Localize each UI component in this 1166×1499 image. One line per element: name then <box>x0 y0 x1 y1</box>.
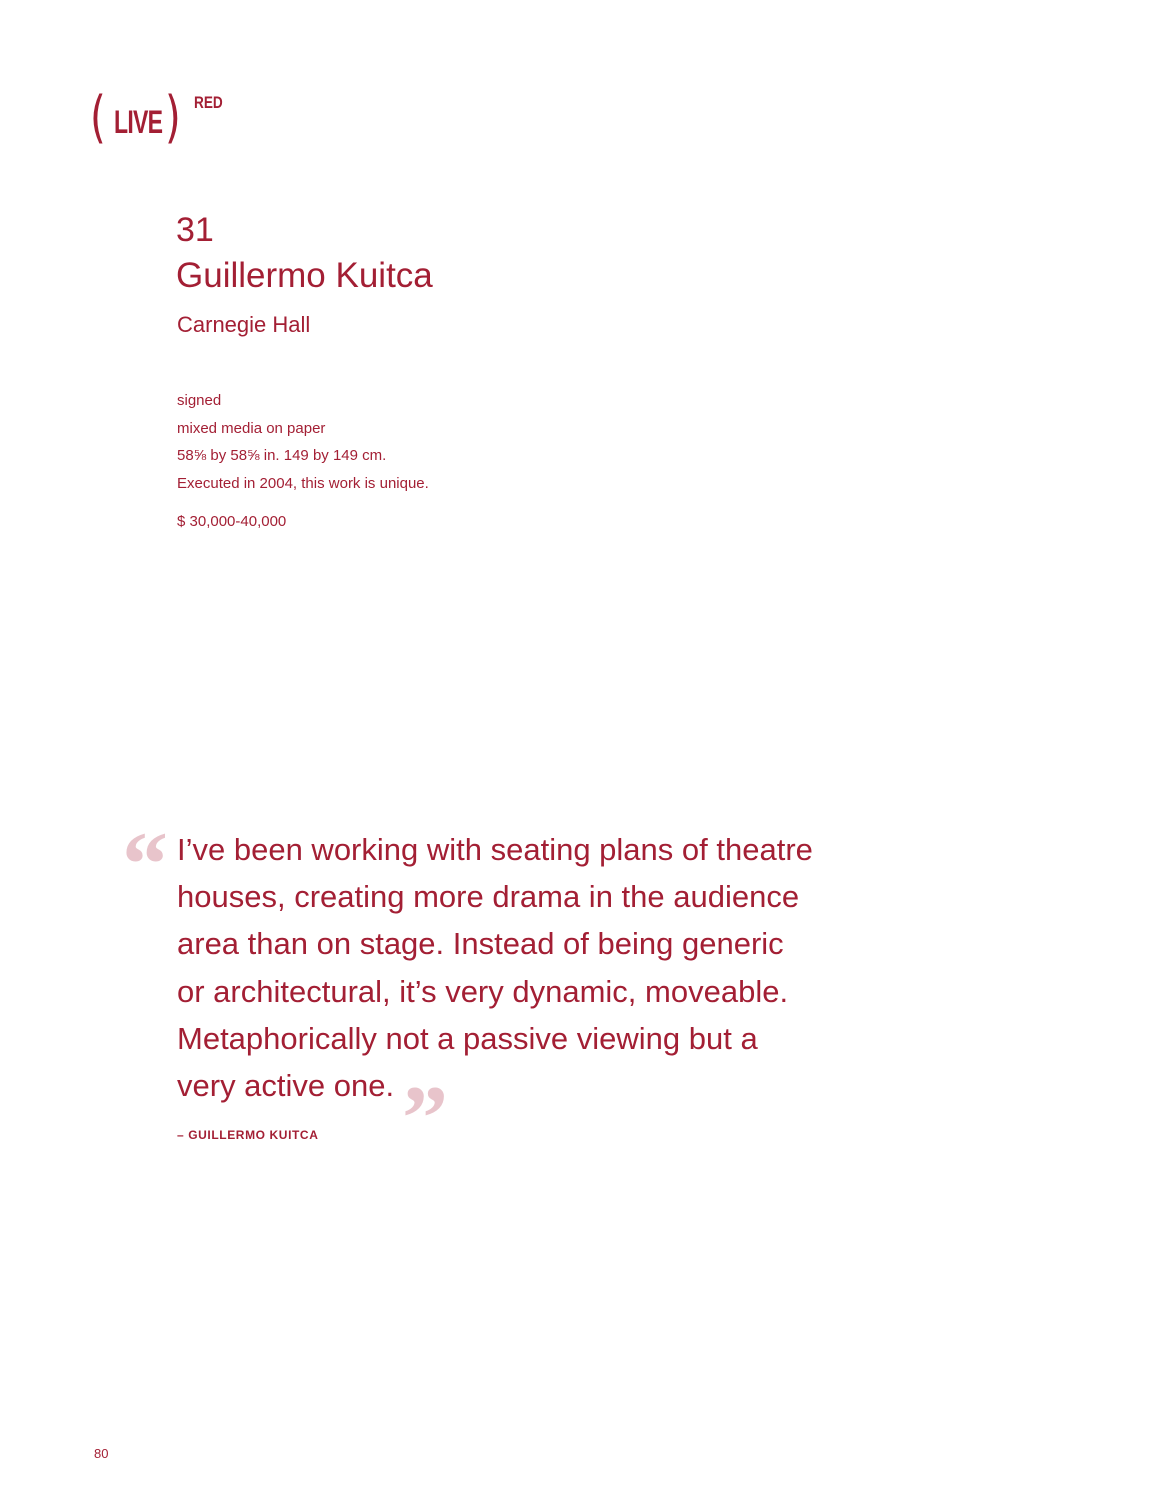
estimate: $ 30,000-40,000 <box>177 513 287 530</box>
page-number: 80 <box>94 1446 109 1461</box>
detail-medium: mixed media on paper <box>177 419 326 437</box>
quote-line: I’ve been working with seating plans of theatre <box>177 832 813 867</box>
artist-name: Guillermo Kuitca <box>176 256 433 295</box>
quote-line: very active one. <box>177 1068 395 1104</box>
quote-attribution: – GUILLERMO KUITCA <box>177 1128 319 1142</box>
artist-quote <box>177 826 857 1109</box>
logo-superscript: RED <box>194 93 223 112</box>
open-quote-mark: “ <box>122 813 168 915</box>
detail-execution: Executed in 2004, this work is unique. <box>177 474 429 492</box>
logo-open-paren: ( <box>90 85 106 150</box>
close-quote-mark: ” <box>402 1067 448 1169</box>
quote-line: houses, creating more drama in the audience <box>177 879 800 915</box>
detail-dimensions: 58⅝ by 58⅝ in. 149 by 149 cm. <box>177 447 387 464</box>
artwork-title: Carnegie Hall <box>177 312 311 337</box>
quote-line: area than on stage. Instead of being generic <box>177 926 784 962</box>
quote-line: or architectural, it’s very dynamic, moveable. <box>177 973 789 1009</box>
detail-signature: signed <box>177 392 222 409</box>
quote-line: Metaphorically not a passive viewing but a <box>177 1020 758 1056</box>
logo-word: LIVE <box>114 104 163 140</box>
artwork-details <box>177 387 429 497</box>
logo-close-paren: ) <box>165 85 181 150</box>
live-red-logo <box>90 85 230 158</box>
lot-number: 31 <box>176 211 214 249</box>
